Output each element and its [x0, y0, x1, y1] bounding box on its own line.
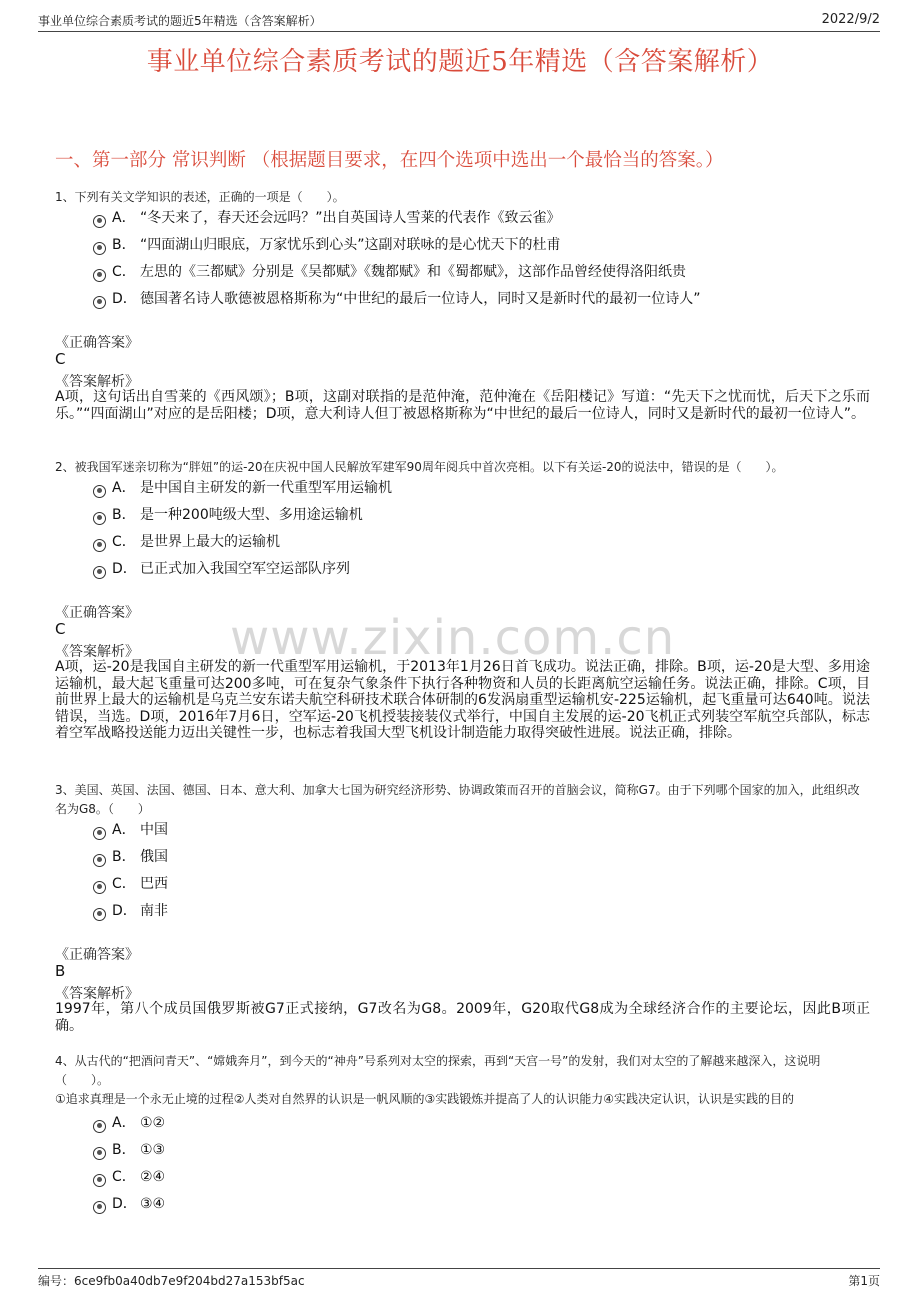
question-1-option-d[interactable]: D． 德国著名诗人歌德被恩格斯称为“中世纪的最后一位诗人，同时又是新时代的最初一位诗人” [93, 289, 701, 309]
radio-icon[interactable] [93, 485, 106, 498]
question-1-correct-label: 《正确答案》 [55, 335, 139, 351]
question-3-answer: B [55, 962, 66, 980]
question-4-option-a[interactable]: A． ①② [93, 1113, 165, 1133]
question-4-statements: ①追求真理是一个永无止境的过程②人类对自然界的认识是一帆风顺的③实践锻炼并提高了人的认识能力④实践决定认识，认识是实践的目的 [55, 1092, 795, 1106]
question-2-option-c[interactable]: C． 是世界上最大的运输机 [93, 532, 280, 552]
question-3-stem: 3、美国、英国、法国、德国、日本、意大利、加拿大七国为研究经济形势、协调政策而召开的首脑会议，简称G7。由于下列哪个国家的加入，此组织改名为G8。（ ） [55, 783, 860, 816]
radio-icon[interactable] [93, 827, 106, 840]
radio-icon[interactable] [93, 242, 106, 255]
question-2-stem: 2、被我国军迷亲切称为“胖妞”的运-20在庆祝中国人民解放军建军90周年阅兵中首次亮相。以下有关运-20的说法中，错误的是（ ）。 [55, 460, 784, 474]
question-2-analysis: A项，运-20是我国自主研发的新一代重型军用运输机，于2013年1月26日首飞成功。说法正确，排除。B项，运-20是大型、多用途运输机，最大起飞重量可达200多吨，可在复杂气象条件下执行各种物资和人员的长距离航空运输任务。说法正确，排除。C项，目前世界上最大的运输机是乌克兰安东诺夫航空科研技术联合体研制的6发涡扇重型运输机安-225运输机，起飞重量可达640吨。说法错误，当选。D项，2016年7月6日，空军运-20飞机授装接装仪式举行，中国自主发展的运-20飞机正式列装空军航空兵部队，标志着空军战略投送能力迈出关键性一步，也标志着我国大型飞机设计制造能力取得突破性进展。说法正确，排除。 [55, 659, 870, 741]
radio-icon[interactable] [93, 881, 106, 894]
question-2-option-d[interactable]: D． 已正式加入我国空军空运部队序列 [93, 559, 350, 579]
page-number: 第1页 [848, 1274, 880, 1288]
question-3-correct-label: 《正确答案》 [55, 947, 139, 963]
question-1-option-a[interactable]: A． “冬天来了，春天还会远吗？”出自英国诗人雪莱的代表作《致云雀》 [93, 208, 561, 228]
section-heading: 一、第一部分 常识判断 （根据题目要求，在四个选项中选出一个最恰当的答案。） [55, 150, 724, 171]
question-1-analysis: A项，这句话出自雪莱的《西风颂》；B项，这副对联指的是范仲淹，范仲淹在《岳阳楼记》写道：“先天下之忧而忧，后天下之乐而乐。”“四面湖山”对应的是岳阳楼；D项，意大利诗人但丁被恩格斯称为“中世纪的最后一位诗人，同时又是新时代的最初一位诗人”。 [55, 389, 870, 422]
page-footer [38, 1272, 880, 1289]
footer-divider [38, 1268, 880, 1269]
question-2-option-a[interactable]: A． 是中国自主研发的新一代重型军用运输机 [93, 478, 392, 498]
question-2-analysis-label: 《答案解析》 [55, 644, 139, 660]
question-3-option-d[interactable]: D． 南非 [93, 901, 168, 921]
question-3-option-b[interactable]: B． 俄国 [93, 847, 168, 867]
question-3-option-c[interactable]: C． 巴西 [93, 874, 168, 894]
header-doc-title: 事业单位综合素质考试的题近5年精选（含答案解析） [38, 14, 322, 28]
question-4-option-c[interactable]: C． ②④ [93, 1167, 165, 1187]
question-1-stem: 1、下列有关文学知识的表述，正确的一项是（ ）。 [55, 190, 345, 204]
question-4-option-b[interactable]: B． ①③ [93, 1140, 165, 1160]
question-3-analysis-label: 《答案解析》 [55, 986, 139, 1002]
radio-icon[interactable] [93, 1174, 106, 1187]
radio-icon[interactable] [93, 512, 106, 525]
radio-icon[interactable] [93, 215, 106, 228]
question-4-option-d[interactable]: D． ③④ [93, 1194, 165, 1214]
radio-icon[interactable] [93, 269, 106, 282]
question-4-stem: 4、从古代的“把酒问青天”、“嫦娥奔月”，到今天的“神舟”号系列对太空的探索，再到“天宫一号”的发射，我们对太空的了解越来越深入，这说明（ ）。 [55, 1054, 821, 1087]
question-1-answer: C [55, 350, 66, 368]
question-3-analysis: 1997年，第八个成员国俄罗斯被G7正式接纳，G7改名为G8。2009年，G20取代G8成为全球经济合作的主要论坛，因此B项正确。 [55, 1001, 870, 1034]
question-2-correct-label: 《正确答案》 [55, 605, 139, 621]
header-date: 2022/9/2 [821, 12, 880, 27]
question-1-option-b[interactable]: B． “四面湖山归眼底，万家忧乐到心头”这副对联咏的是心忧天下的杜甫 [93, 235, 561, 255]
radio-icon[interactable] [93, 1201, 106, 1214]
radio-icon[interactable] [93, 296, 106, 309]
page-header [38, 12, 880, 28]
watermark: www.zixin.com.cn [230, 610, 676, 666]
page-title: 事业单位综合素质考试的题近5年精选（含答案解析） [146, 47, 774, 77]
radio-icon[interactable] [93, 1147, 106, 1160]
header-divider [38, 31, 880, 32]
radio-icon[interactable] [93, 566, 106, 579]
question-2-answer: C [55, 620, 66, 638]
radio-icon[interactable] [93, 854, 106, 867]
radio-icon[interactable] [93, 908, 106, 921]
question-3-option-a[interactable]: A． 中国 [93, 820, 168, 840]
document-code: 编号：6ce9fb0a40db7e9f204bd27a153bf5ac [38, 1274, 305, 1288]
question-1-option-c[interactable]: C． 左思的《三都赋》分别是《吴都赋》《魏都赋》和《蜀都赋》，这部作品曾经使得洛阳纸贵 [93, 262, 686, 282]
radio-icon[interactable] [93, 539, 106, 552]
radio-icon[interactable] [93, 1120, 106, 1133]
question-1-analysis-label: 《答案解析》 [55, 374, 139, 390]
question-2-option-b[interactable]: B． 是一种200吨级大型、多用途运输机 [93, 505, 363, 525]
